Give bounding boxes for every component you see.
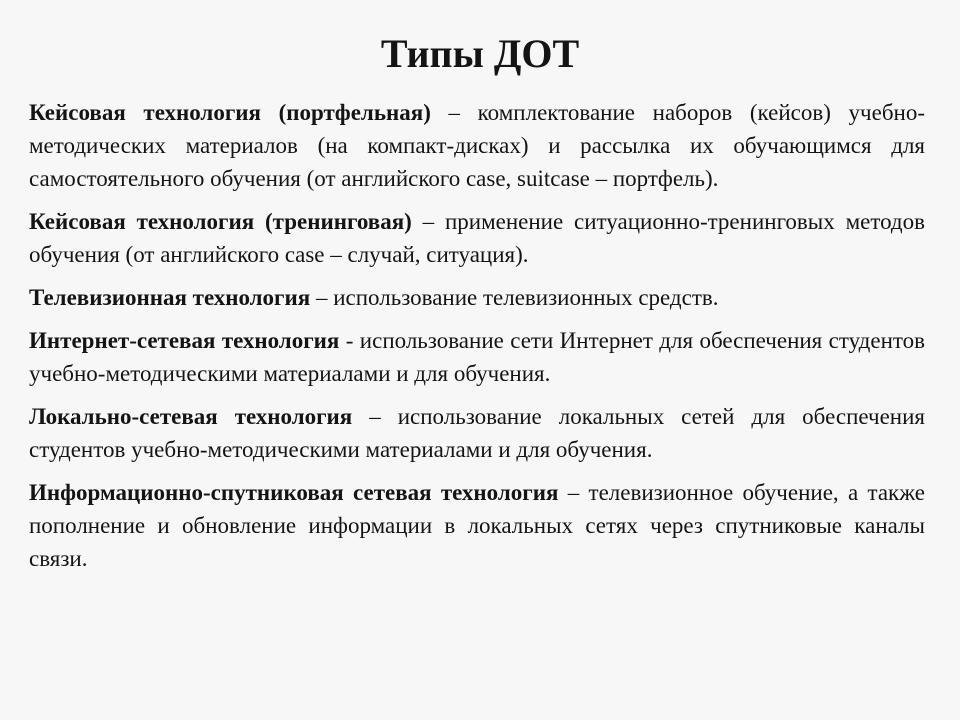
item-term: Интернет-сетевая технология: [29, 328, 340, 353]
dot-types-list: [29, 96, 925, 585]
item-term: Телевизионная технология: [29, 285, 311, 310]
item-description: – применение ситуационно-тренинговых методов обучения (от английского case – случай, ситуация).: [29, 209, 925, 267]
slide-title: Типы ДОТ: [380, 31, 580, 76]
list-item: [29, 96, 925, 195]
item-description: – телевизионное обучение, а также пополнение и обновление информации в локальных сетях через спутниковые каналы связи.: [29, 480, 925, 571]
item-description: – комплектование наборов (кейсов) учебно-методических материалов (на компакт-дисках) и рассылка их обучающимся для самостоятельного обучения (от английского case, suitcase – портфель).: [29, 100, 925, 191]
list-item: [29, 205, 925, 271]
item-term: Кейсовая технология (тренинговая): [29, 209, 412, 234]
item-description: – использование локальных сетей для обеспечения студентов учебно-методическими материалами и для обучения.: [29, 404, 925, 462]
list-item: [29, 281, 925, 314]
item-term: Информационно-спутниковая сетевая технология: [29, 480, 559, 505]
item-term: Кейсовая технология (портфельная): [29, 100, 431, 125]
item-description: - использование сети Интернет для обеспечения студентов учебно-методическими материалами и для обучения.: [29, 328, 925, 386]
list-item: [29, 476, 925, 575]
item-description: – использование телевизионных средств.: [310, 285, 719, 310]
list-item: [29, 324, 925, 390]
list-item: [29, 400, 925, 466]
item-term: Локально-сетевая технология: [29, 404, 353, 429]
